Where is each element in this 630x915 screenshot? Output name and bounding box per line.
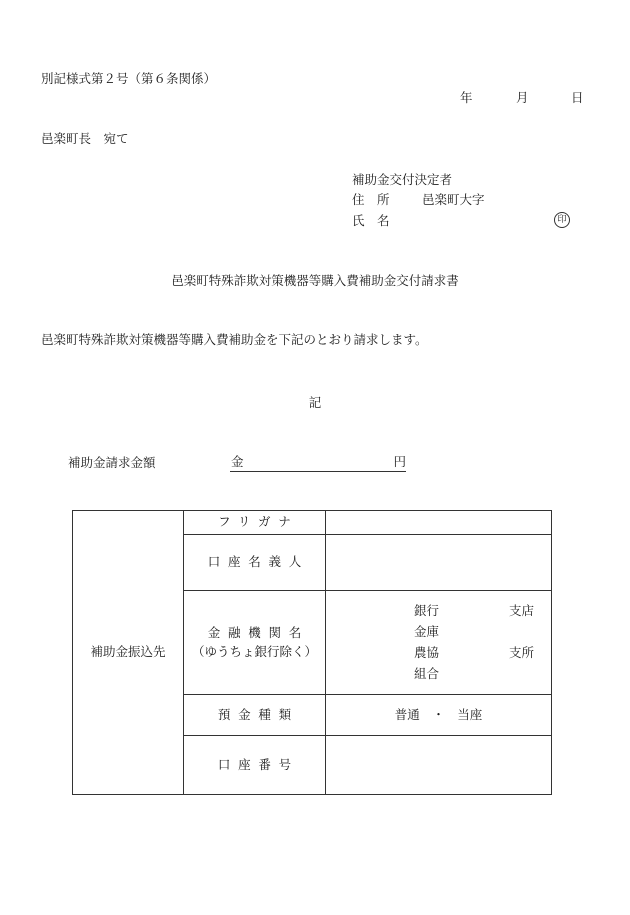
bank-transfer-table: [72, 510, 552, 795]
office-text: 支所: [509, 645, 535, 660]
document-title: 邑楽町特殊詐欺対策機器等購入費補助金交付請求書: [171, 273, 459, 288]
date-row: [460, 92, 590, 106]
amount-field[interactable]: [230, 455, 406, 472]
deposit-type-field[interactable]: [326, 695, 552, 736]
amount-prefix: 金: [231, 454, 244, 469]
institution-field[interactable]: [326, 591, 552, 695]
holder-label-cell: [184, 535, 326, 591]
account-number-label-cell: [184, 736, 326, 795]
account-number-field[interactable]: [326, 736, 552, 795]
furigana-label-cell: [184, 511, 326, 535]
deposit-label: 預金種類: [217, 706, 299, 722]
amount-label: 補助金請求金額: [68, 455, 156, 470]
amount-suffix: 円: [393, 454, 406, 469]
addressee: 邑楽町長 宛て: [41, 131, 129, 146]
institution-label: 金融機関名: [207, 625, 309, 641]
bank-text: 銀行: [414, 603, 440, 618]
shinkin-text: 金庫: [414, 624, 440, 639]
noukyou-text: 農協: [414, 645, 440, 660]
address-label: 住 所: [352, 192, 390, 207]
kumiai-text: 組合: [414, 666, 440, 681]
seal-mark: 印: [554, 212, 570, 228]
form-number: 別記様式第２号（第６条関係）: [41, 71, 217, 86]
account-number-label: 口座番号: [217, 756, 299, 772]
deposit-label-cell: [184, 695, 326, 736]
name-label: 氏 名: [352, 213, 390, 228]
holder-field[interactable]: [326, 535, 552, 591]
date-day: 日: [571, 90, 584, 105]
applicant-heading: 補助金交付決定者: [352, 172, 453, 187]
body-text: 邑楽町特殊詐欺対策機器等購入費補助金を下記のとおり請求します。: [41, 332, 428, 347]
institution-label-cell: [184, 591, 326, 695]
branch-text: 支店: [509, 603, 535, 618]
institution-note: （ゆうちょ銀行除く）: [191, 643, 317, 659]
applicant-block: [352, 174, 592, 230]
note-mark: 記: [308, 395, 322, 410]
furigana-field[interactable]: [326, 511, 552, 535]
furigana-label: フリガナ: [218, 514, 299, 530]
deposit-options: 普通 ・ 当座: [394, 706, 483, 722]
address-value: 邑楽町大字: [422, 192, 485, 207]
date-year: 年: [460, 90, 473, 105]
date-month: 月: [516, 90, 529, 105]
section-label-cell: [73, 511, 184, 795]
holder-label: 口座名義人: [207, 554, 309, 570]
section-label: 補助金振込先: [90, 644, 166, 660]
